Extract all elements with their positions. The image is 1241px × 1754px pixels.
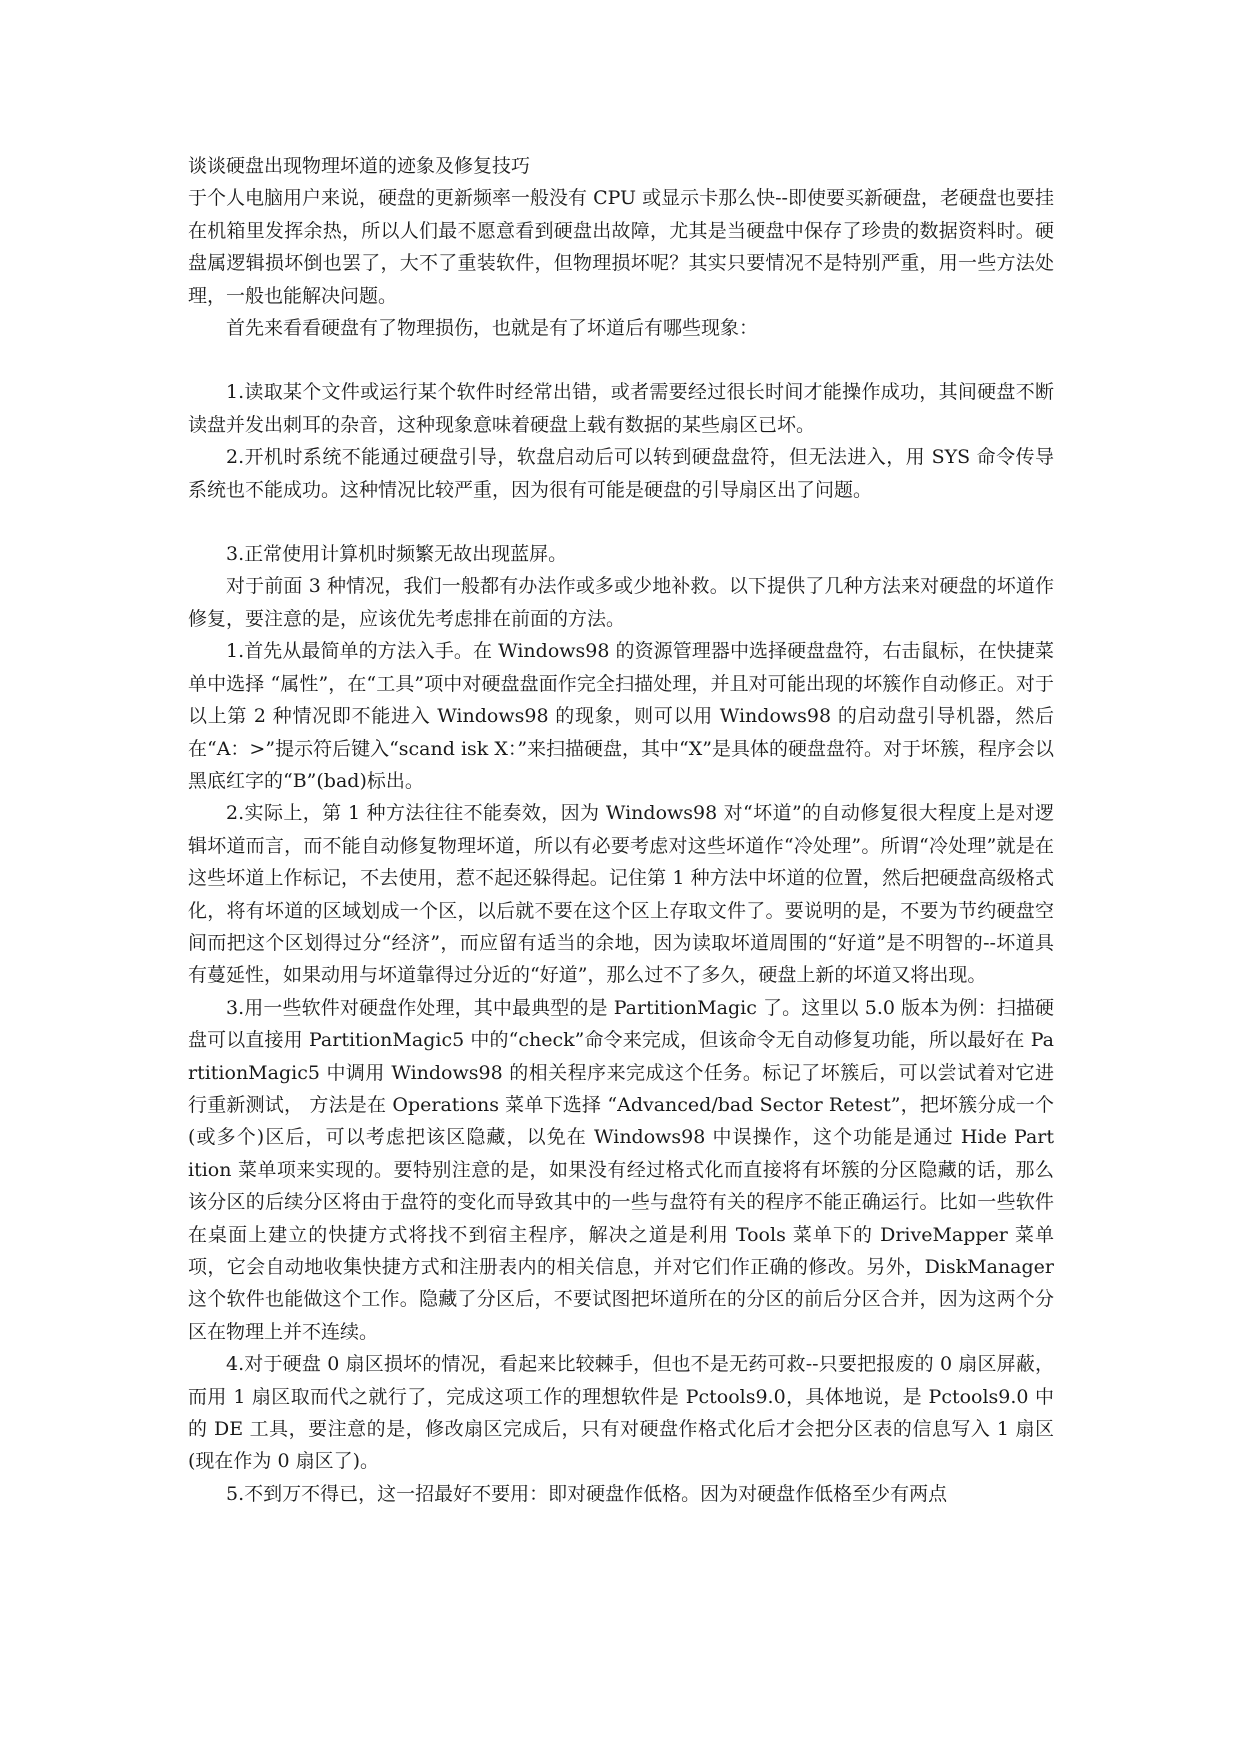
paragraph-intro: 于个人电脑用户来说，硬盘的更新频率一般没有 CPU 或显示卡那么快--即使要买新硬盘，老硬盘也要挂在机箱里发挥余热，所以人们最不愿意看到硬盘出故障，尤其是当硬盘中保存了珍贵的数据资料时。硬盘属逻辑损坏倒也罢了，大不了重装软件，但物理损坏呢？其实只要情况不是特别严重，用一些方法处理，一般也能解决问题。 — [188, 187, 1054, 307]
paragraph-remedy-2: 2.实际上，第 1 种方法往往不能奏效，因为 Windows98 对“坏道”的自动修复很大程度上是对逻辑坏道而言，而不能自动修复物理坏道，所以有必要考虑对这些坏道作“冷处理”。所谓“冷处理”就是在这些坏道上作标记，不去使用，惹不起还躲得起。记住第 1 种方法中坏道的位置，然后把硬盘高级格式化，将有坏道的区域划成一个区，以后就不要在这个区上存取文件了。要说明的是，不要为节约硬盘空间而把这个区划得过分“经济”，而应留有适当的余地，因为读取坏道周围的“好道”是不明智的--坏道具有蔓延性，如果动用与坏道靠得过分近的“好道”，那么过不了多久，硬盘上新的坏道又将出现。 — [188, 802, 1054, 987]
paragraph-symptoms-lead: 首先来看看硬盘有了物理损伤，也就是有了坏道后有哪些现象： — [226, 317, 759, 340]
paragraph-remedy-1: 1.首先从最简单的方法入手。在 Windows98 的资源管理器中选择硬盘盘符，右击鼠标，在快捷菜单中选择 “属性”，在“工具”项中对硬盘盘面作完全扫描处理，并且对可能出现的坏簇作自动修正。对于以上第 2 种情况即不能进入 Windows98 的现象，则可以用 Windows98 的启动盘引导机器，然后在“A：>”提示符后键入“scand isk X：”来扫描硬盘，其中“X”是具体的硬盘盘符。对于坏簇，程序会以黑底红字的“B”(bad)标出。 — [188, 640, 1055, 792]
paragraph-remedy-4: 4.对于硬盘 0 扇区损坏的情况，看起来比较棘手，但也不是无药可救--只要把报废的 0 扇区屏蔽，而用 1 扇区取而代之就行了，完成这项工作的理想软件是 Pctools9.0，具体地说，是 Pctools9.0 中的 DE 工具，要注意的是，修改扇区完成后，只有对硬盘作格式化后才会把分区表的信息写入 1 扇区(现在作为 0 扇区了)。 — [188, 1353, 1054, 1473]
paragraph-remedies-lead: 对于前面 3 种情况，我们一般都有办法作或多或少地补救。以下提供了几种方法来对硬盘的坏道作修复，要注意的是，应该优先考虑排在前面的方法。 — [188, 575, 1054, 630]
paragraph-symptom-2: 2.开机时系统不能通过硬盘引导，软盘启动后可以转到硬盘盘符，但无法进入，用 SYS 命令传导系统也不能成功。这种情况比较严重，因为很有可能是硬盘的引导扇区出了问题。 — [188, 446, 1054, 501]
paragraph-remedy-5: 5.不到万不得已，这一招最好不要用：即对硬盘作低格。因为对硬盘作低格至少有两点 — [226, 1482, 948, 1505]
paragraph-symptom-1: 1.读取某个文件或运行某个软件时经常出错，或者需要经过很长时间才能操作成功，其间硬盘不断读盘并发出刺耳的杂音，这种现象意味着硬盘上载有数据的某些扇区已坏。 — [188, 381, 1054, 436]
document-title: 谈谈硬盘出现物理坏道的迹象及修复技巧 — [188, 155, 531, 177]
paragraph-remedy-3: 3.用一些软件对硬盘作处理，其中最典型的是 PartitionMagic 了。这里以 5.0 版本为例：扫描硬盘可以直接用 PartitionMagic5 中的“check”命令来完成，但该命令无自动修复功能，所以最好在 Pa rtitionMagic5 中调用 Windows98 的相关程序来完成这个任务。标记了坏簇后，可以尝试着对它进行重新测试， 方法是在 Operations 菜单下选择 “Advanced/bad Sector Retest”，把坏簇分成一个(或多个)区后，可以考虑把该区隐藏，以免在 Windows98 中误操作，这个功能是通过 Hide Part ition 菜单项来实现的。要特别注意的是，如果没有经过格式化而直接将有坏簇的分区隐藏的话，那么该分区的后续分区将由于盘符的变化而导致其中的一些与盘符有关的程序不能正确运行。比如一些软件在桌面上建立的快捷方式将找不到宿主程序，解决之道是利用 Tools 菜单下的 DriveMapper 菜单项，它会自动地收集快捷方式和注册表内的相关信息，并对它们作正确的修改。另外，DiskManager 这个软件也能做这个工作。隐藏了分区后，不要试图把坏道所在的分区的前后分区合并，因为这两个分区在物理上并不连续。 — [188, 996, 1054, 1343]
paragraph-symptom-3: 3.正常使用计算机时频繁无故出现蓝屏。 — [226, 543, 568, 566]
document-body — [188, 150, 1054, 1510]
